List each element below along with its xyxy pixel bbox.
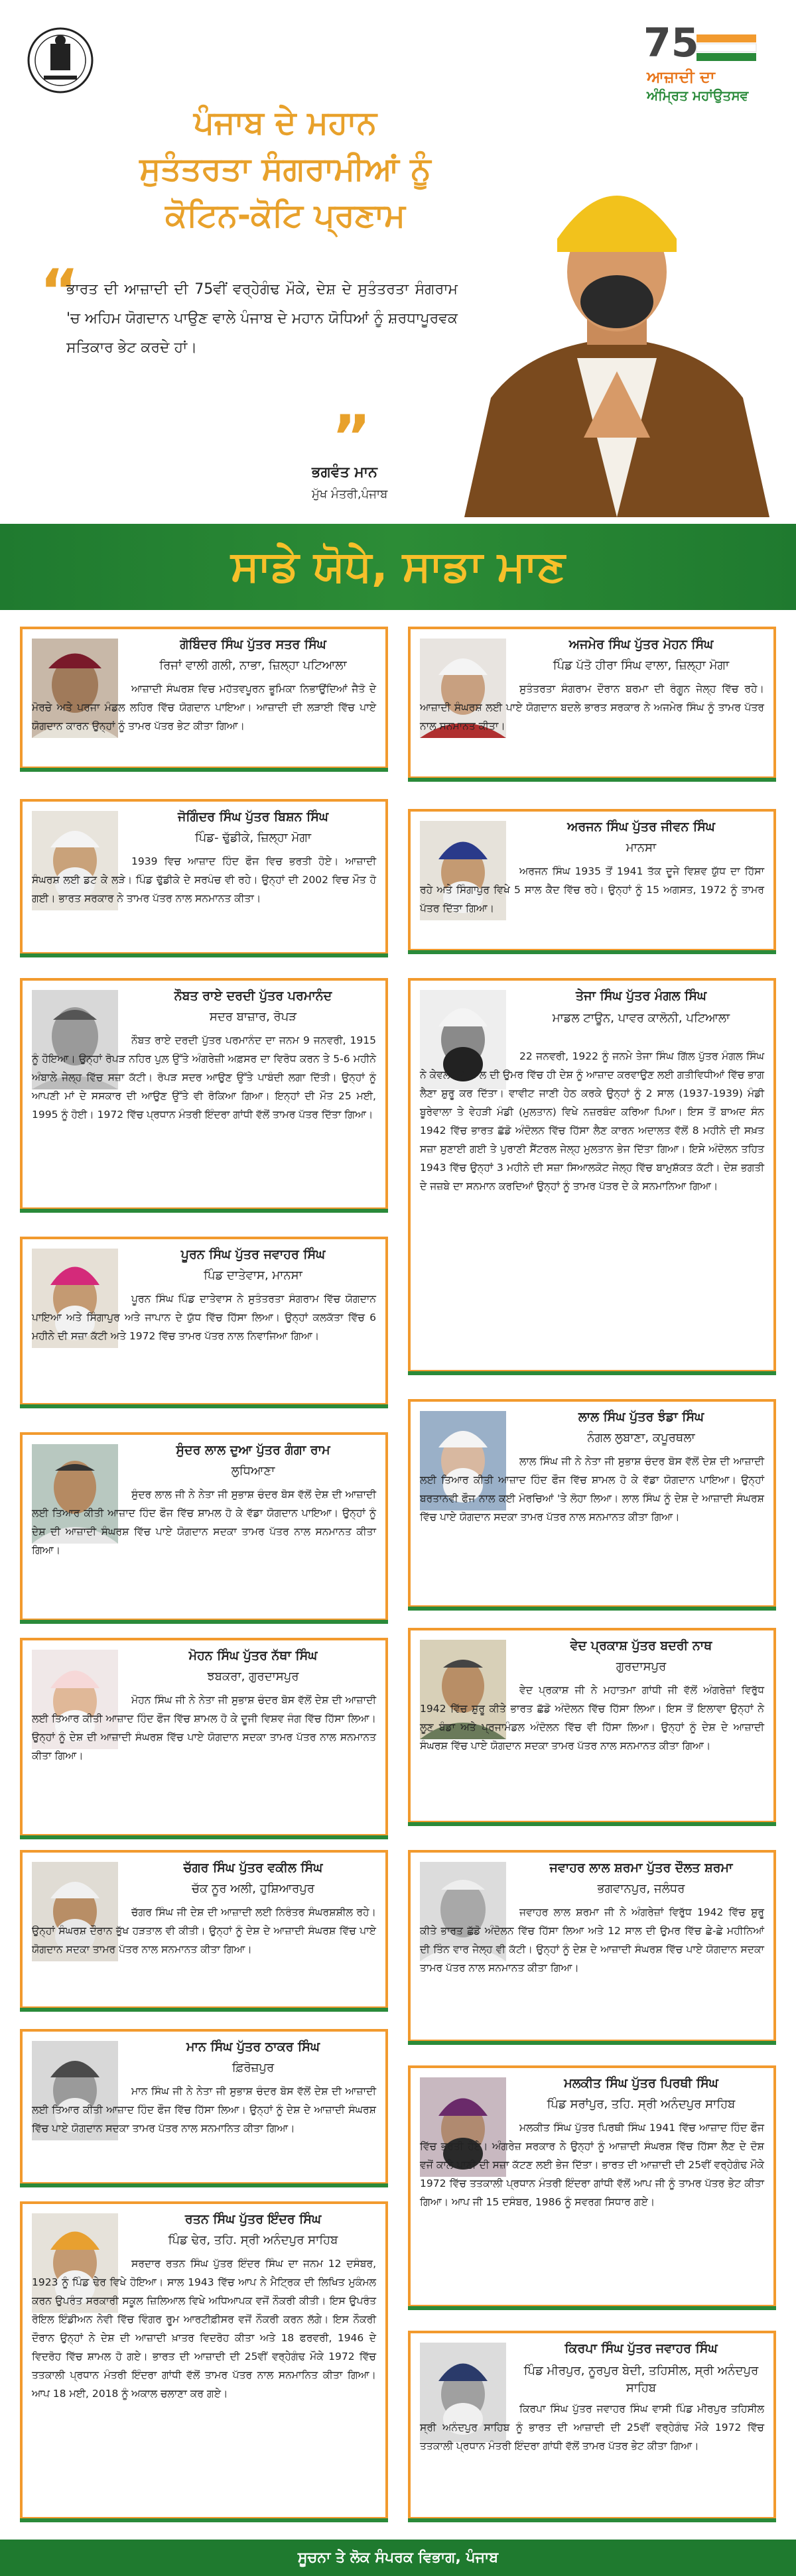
fighter-name: ਚੱਗਰ ਸਿੰਘ ਪੁੱਤਰ ਵਕੀਲ ਸਿੰਘ bbox=[183, 1861, 323, 1875]
fighter-bio: ਸੁੰਦਰ ਲਾਲ ਜੀ ਨੇ ਨੇਤਾ ਜੀ ਸੁਭਾਸ਼ ਚੰਦਰ ਬੋਸ ਵੱਲੋਂ ਦੇਸ਼ ਦੀ ਆਜ਼ਾਦੀ ਲਈ ਤਿਆਰ ਕੀਤੀ ਆਜ਼ਾਦ ਹਿੰਦ ਫੌਜ ਵਿੱਚ ਸ਼ਾਮਲ ਹੋ ਕੇ ਵੱਡਾ ਯੋਗਦਾਨ ਪਾਇਆ। ਉਨ੍ਹਾਂ ਨੂੰ ਦੇਸ਼ ਦੀ ਆਜ਼ਾਦੀ ਸੰਘਰਸ਼ ਵਿੱਚ ਪਾਏ ਯੋਗਦਾਨ ਸਦਕਾ ਤਾਮਰ ਪੱਤਰ ਨਾਲ ਸਨਮਾਨਤ ਕੀਤਾ ਗਿਆ। bbox=[32, 1489, 376, 1556]
fighter-bio: ਸਰਦਾਰ ਰਤਨ ਸਿੰਘ ਪੁੱਤਰ ਇੰਦਰ ਸਿੰਘ ਦਾ ਜਨਮ 12 ਦਸੰਬਰ, 1923 ਨੂੰ ਪਿੰਡ ਢੇਰ ਵਿਖੇ ਹੋਇਆ। ਸਾਲ 1943 ਵਿੱਚ ਆਪ ਨੇ ਮੈਟ੍ਰਿਕ ਦੀ ਲਿਖਿਤ ਮੁਕੰਮਲ ਕਰਨ ਉਪਰੰਤ ਸਰਕਾਰੀ ਸਕੂਲ ਜ਼ਿਲਿਆਲ ਵਿਖੇ ਅਧਿਆਪਕ ਵਜੋਂ ਨੌਕਰੀ ਕੀਤੀ। ਇਸ ਉਪਰੰਤ ਰੋਇਲ ਇੰਡੀਅਨ ਨੇਵੀ ਵਿੱਚ ਵਿੰਗਰ ਰੂਮ ਆਰਟੀਫ਼ੀਸਰ ਵਜੋਂ ਨੌਕਰੀ ਕਰਨ ਲੱਗੇ। ਇਸ ਨੌਕਰੀ ਦੌਰਾਨ ਉਨ੍ਹਾਂ ਨੇ ਦੇਸ਼ ਦੀ ਆਜ਼ਾਦੀ ਖ਼ਾਤਰ ਵਿਦਰੋਹ ਕੀਤਾ ਅਤੇ 18 ਫਰਵਰੀ, 1946 ਦੇ ਵਿਦਰੋਹ ਵਿੱਚ ਸ਼ਾਮਲ ਹੋ ਗਏ। ਭਾਰਤ ਦੀ ਆਜ਼ਾਦੀ ਦੀ 25ਵੀਂ ਵਰ੍ਹੇਗੰਢ ਮੌਕੇ 1972 ਵਿੱਚ ਤਤਕਾਲੀ ਪ੍ਰਧਾਨ ਮੰਤਰੀ ਇੰਦਰਾ ਗਾਂਧੀ ਵੱਲੋਂ ਤਾਮਰ ਪੱਤਰ ਨਾਲ ਸਨਮਾਨਿਤ ਕੀਤਾ ਗਿਆ। ਆਪ 18 ਮਈ, 2018 ਨੂੰ ਅਕਾਲ ਚਲਾਣਾ ਕਰ ਗਏ। bbox=[32, 2258, 376, 2400]
fighter-bio: 22 ਜਨਵਰੀ, 1922 ਨੂੰ ਜਨਮੇ ਤੇਜਾ ਸਿੰਘ ਗਿੱਲ ਪੁੱਤਰ ਮੰਗਲ ਸਿੰਘ ਨੇ ਕੇਵਲ 14 ਸਾਲ ਦੀ ਉਮਰ ਵਿੱਚ ਹੀ ਦੇਸ਼ ਨੂੰ ਆਜ਼ਾਦ ਕਰਵਾਉਣ ਲਈ ਗਤੀਵਿਧੀਆਂ ਵਿੱਚ ਭਾਗ ਲੈਣਾ ਸ਼ੁਰੂ ਕਰ ਦਿੱਤਾ। ਵਾਵੀਟ ਜਾਣੀ ਹੇਠ ਕਰਕੇ ਉਨ੍ਹਾਂ ਨੂੰ 2 ਸਾਲ (1937-1939) ਮੰਡੀ ਬੂਰੇਵਾਲਾ ਤੇ ਵੇਹੜੀ ਮੰਡੀ (ਮੁਲਤਾਨ) ਵਿਖੇ ਨਜ਼ਰਬੰਦ ਕਰਿਆ ਪਿਆ। ਇਸ ਤੋਂ ਬਾਅਦ ਸੰਨ 1942 ਵਿੱਚ ਭਾਰਤ ਛੱਡੋ ਅੰਦੋਲਨ ਵਿੱਚ ਹਿੱਸਾ ਲੈਣ ਕਾਰਨ ਅਦਾਲਤ ਵੱਲੋਂ 8 ਮਹੀਨੇ ਦੀ ਸਖ਼ਤ ਸਜ਼ਾ ਸੁਣਾਈ ਗਈ ਤੇ ਪੁਰਾਣੀ ਸੈਂਟਰਲ ਜੇਲ੍ਹ ਮੁਲਤਾਨ ਭੇਜ ਦਿੱਤਾ ਗਿਆ। ਇਸੇ ਅੰਦੋਲਨ ਤਹਿਤ 1943 ਵਿੱਚ ਉਨ੍ਹਾਂ 3 ਮਹੀਨੇ ਦੀ ਸਜ਼ਾ ਸਿਆਲਕੋਟ ਜੇਲ੍ਹ ਵਿੱਚ ਬਾਮੁਸ਼ੱਕਤ ਕੱਟੀ। ਦੇਸ਼ ਭਗਤੀ ਦੇ ਜਜ਼ਬੇ ਦਾ ਸਨਮਾਨ ਕਰਦਿਆਂ ਉਨ੍ਹਾਂ ਨੂੰ ਤਾਮਰ ਪੱਤਰ ਦੇ ਕੇ ਸਨਮਾਨਿਆ ਗਿਆ। bbox=[420, 1050, 764, 1192]
page-title bbox=[80, 99, 491, 239]
title-line-1: ਪੰਜਾਬ ਦੇ ਮਹਾਨ bbox=[194, 104, 377, 141]
fighter-place: ਫ਼ਿਰੋਜ਼ਪੁਰ bbox=[232, 2061, 275, 2075]
fighter-bio: ਮੋਹਨ ਸਿੰਘ ਜੀ ਨੇ ਨੇਤਾ ਜੀ ਸੁਭਾਸ਼ ਚੰਦਰ ਬੋਸ ਵੱਲੋਂ ਦੇਸ਼ ਦੀ ਆਜ਼ਾਦੀ ਲਈ ਤਿਆਰ ਕੀਤੀ ਆਜ਼ਾਦ ਹਿੰਦ ਫੌਜ ਵਿੱਚ ਸ਼ਾਮਲ ਹੋ ਕੇ ਦੂਜੀ ਵਿਸ਼ਵ ਜੰਗ ਵਿੱਚ ਹਿੱਸਾ ਲਿਆ। ਉਨ੍ਹਾਂ ਨੂੰ ਦੇਸ਼ ਦੀ ਆਜ਼ਾਦੀ ਸੰਘਰਸ਼ ਵਿੱਚ ਪਾਏ ਯੋਗਦਾਨ ਸਦਕਾ ਤਾਮਰ ਪੱਤਰ ਨਾਲ ਸਨਮਾਨਤ ਕੀਤਾ ਗਿਆ। bbox=[32, 1694, 376, 1762]
fighter-name: ਸੁੰਦਰ ਲਾਲ ਦੁਆ ਪੁੱਤਰ ਗੰਗਾ ਰਾਮ bbox=[176, 1443, 330, 1457]
fighter-place: ਪਿੰਡ ਸਰਾਂਪੁਰ, ਤਹਿ. ਸ੍ਰੀ ਅਨੰਦਪੁਰ ਸਾਹਿਬ bbox=[547, 2097, 736, 2111]
fighter-place: ਪਿੰਡ ਦਾਤੇਵਾਸ, ਮਾਨਸਾ bbox=[204, 1268, 302, 1282]
freedom-fighter-card bbox=[408, 2331, 776, 2520]
freedom-fighter-card bbox=[20, 1850, 388, 2009]
fighter-bio: ਸੁਤੰਤਰਤਾ ਸੰਗਰਾਮ ਦੌਰਾਨ ਬਰਮਾ ਦੀ ਰੰਗੂਨ ਜੇਲ੍ਹ ਵਿੱਚ ਰਹੇ। ਆਜ਼ਾਦੀ ਸੰਘਰਸ਼ ਲਈ ਪਾਏ ਯੋਗਦਾਨ ਬਦਲੇ ਭਾਰਤ ਸਰਕਾਰ ਨੇ ਅਜਮੇਰ ਸਿੰਘ ਨੂੰ ਤਾਮਰ ਪੱਤਰ ਨਾਲ ਸਨਮਾਨਤ ਕੀਤਾ। bbox=[420, 683, 764, 732]
freedom-fighter-card bbox=[408, 1850, 776, 2042]
freedom-fighter-card bbox=[20, 799, 388, 955]
fighter-place: ਪਿੰਡ- ਢੁੱਡੀਕੇ, ਜ਼ਿਲ੍ਹਾ ਮੋਗਾ bbox=[194, 831, 312, 845]
freedom-fighter-card bbox=[20, 2029, 388, 2185]
signature-name: ਭਗਵੰਤ ਮਾਨ bbox=[312, 464, 377, 481]
fighter-place: ਗੁਰਦਾਸਪੁਰ bbox=[616, 1660, 667, 1674]
fighter-place: ਲੁਧਿਆਣਾ bbox=[231, 1464, 275, 1478]
fighter-name: ਮਲਕੀਤ ਸਿੰਘ ਪੁੱਤਰ ਪਿਰਥੀ ਸਿੰਘ bbox=[564, 2076, 718, 2091]
fighter-name: ਨੌਬਤ ਰਾਏ ਦਰਦੀ ਪੁੱਤਰ ਪਰਮਾਨੰਦ bbox=[174, 989, 332, 1003]
fighter-bio: ਵੇਦ ਪ੍ਰਕਾਸ਼ ਜੀ ਨੇ ਮਹਾਤਮਾ ਗਾਂਧੀ ਜੀ ਵੱਲੋਂ ਅੰਗਰੇਜ਼ਾਂ ਵਿਰੁੱਧ 1942 ਵਿੱਚ ਸ਼ੁਰੂ ਕੀਤੇ ਭਾਰਤ ਛੱਡੋ ਅੰਦੋਲਨ ਵਿੱਚ ਹਿੱਸਾ ਲਿਆ। ਇਸ ਤੋਂ ਇਲਾਵਾ ਉਨ੍ਹਾਂ ਨੇ ਲੂਣ ਬੰਡਾ ਅਤੇ ਪ੍ਰਜਾਮੰਡਲ ਅੰਦੋਲਨ ਵਿੱਚ ਵੀ ਹਿੱਸਾ ਲਿਆ। ਉਨ੍ਹਾਂ ਨੂੰ ਦੇਸ਼ ਦੇ ਆਜ਼ਾਦੀ ਸੰਘਰਸ਼ ਵਿੱਚ ਪਾਏ ਯੋਗਦਾਨ ਸਦਕਾ ਤਾਮਰ ਪੱਤਰ ਨਾਲ ਸਨਮਾਨਤ ਕੀਤਾ ਗਿਆ। bbox=[420, 1684, 764, 1752]
fighter-name: ਤੇਜਾ ਸਿੰਘ ਪੁੱਤਰ ਮੰਗਲ ਸਿੰਘ bbox=[575, 989, 707, 1003]
fighter-name: ਪੂਰਨ ਸਿੰਘ ਪੁੱਤਰ ਜਵਾਹਰ ਸਿੰਘ bbox=[180, 1247, 326, 1262]
logo-number: 75 bbox=[643, 20, 699, 66]
title-line-2: ਸੁਤੰਤਰਤਾ ਸੰਗਰਾਮੀਆਂ ਨੂੰ bbox=[139, 151, 431, 188]
freedom-fighter-card bbox=[408, 809, 776, 951]
fighter-name: ਜੋਗਿੰਦਰ ਸਿੰਘ ਪੁੱਤਰ ਬਿਸ਼ਨ ਸਿੰਘ bbox=[177, 810, 329, 824]
freedom-fighter-card bbox=[408, 627, 776, 779]
fighter-name: ਗੋਬਿੰਦਰ ਸਿੰਘ ਪੁੱਤਰ ਸਤਰ ਸਿੰਘ bbox=[180, 637, 326, 652]
fighter-name: ਮੋਹਨ ਸਿੰਘ ਪੁੱਤਰ ਨੱਥਾ ਸਿੰਘ bbox=[188, 1648, 318, 1663]
fighter-bio: ਨੌਬਤ ਰਾਏ ਦਰਦੀ ਪੁੱਤਰ ਪਰਮਾਨੰਦ ਦਾ ਜਨਮ 9 ਜਨਵਰੀ, 1915 ਨੂੰ ਹੋਇਆ। ਉਨ੍ਹਾਂ ਰੋਪੜ ਨਹਿਰ ਪੁਲ਼ ਉੱਤੇ ਅੰਗਰੇਜ਼ੀ ਅਫ਼ਸਰ ਦਾ ਵਿਰੋਧ ਕਰਨ ਤੇ 5-6 ਮਹੀਨੇ ਅੰਬਾਲੇ ਜੇਲ੍ਹ ਵਿੱਚ ਸਜ਼ਾ ਕੱਟੀ। ਰੋਪੜ ਸਦਰ ਆਉਣ ਉੱਤੇ ਪਾਬੰਦੀ ਲਗਾ ਦਿੱਤੀ। ਉਨ੍ਹਾਂ ਨੂੰ ਆਪਣੀ ਮਾਂ ਦੇ ਸਸਕਾਰ ਦੀ ਆਉਣ ਉੱਤੇ ਵੀ ਰੋਕਿਆ ਗਿਆ। ਇਨ੍ਹਾਂ ਦੀ ਮੌਤ 25 ਮਈ, 1995 ਨੂੰ ਹੋਈ। 1972 ਵਿੱਚ ਪ੍ਰਧਾਨ ਮੰਤਰੀ ਇੰਦਰਾ ਗਾਂਧੀ ਵੱਲੋਂ ਤਾਮਰ ਪੱਤਰ ਦਿੱਤਾ ਗਿਆ। bbox=[32, 1034, 376, 1121]
freedom-fighter-card bbox=[20, 1638, 388, 1837]
fighter-name: ਵੇਦ ਪ੍ਰਕਾਸ਼ ਪੁੱਤਰ ਬਦਰੀ ਨਾਥ bbox=[570, 1638, 712, 1653]
banner-heading: ਸਾਡੇ ਯੋਧੇ, ਸਾਡਾ ਮਾਣ bbox=[231, 542, 565, 591]
freedom-fighter-card bbox=[20, 2201, 388, 2520]
fighter-bio: ਮਲਕੀਤ ਸਿੰਘ ਪੁੱਤਰ ਪਿਰਥੀ ਸਿੰਘ 1941 ਵਿੱਚ ਆਜ਼ਾਦ ਹਿੰਦ ਫੌਜ ਵਿੱਚ ਭਰਤੀ ਹੋਏ। ਅੰਗਰੇਜ਼ ਸਰਕਾਰ ਨੇ ਉਨ੍ਹਾਂ ਨੂੰ ਆਜ਼ਾਦੀ ਸੰਘਰਸ਼ ਵਿੱਚ ਹਿੱਸਾ ਲੈਣ ਦੇ ਦੋਸ਼ ਵਜੋਂ ਕਾਲੇ ਪਾਣੀ ਦੀ ਸਜ਼ਾ ਕੱਟਣ ਲਈ ਭੇਜ ਦਿੱਤਾ। ਭਾਰਤ ਦੀ ਆਜ਼ਾਦੀ ਦੀ 25ਵੀਂ ਵਰ੍ਹੇਗੰਢ ਮੌਕੇ 1972 ਵਿੱਚ ਤਤਕਾਲੀ ਪ੍ਰਧਾਨ ਮੰਤਰੀ ਇੰਦਰਾ ਗਾਂਧੀ ਵੱਲੋਂ ਆਪ ਜੀ ਨੂੰ ਤਾਮਰ ਪੱਤਰ ਭੇਟ ਕੀਤਾ ਗਿਆ। ਆਪ ਜੀ 15 ਦਸੰਬਰ, 1986 ਨੂੰ ਸਵਰਗ ਸਿਧਾਰ ਗਏ। bbox=[420, 2122, 764, 2208]
quote-open-icon: “ bbox=[40, 257, 80, 326]
logo-line-1: ਆਜ਼ਾਦੀ ਦਾ bbox=[647, 68, 715, 86]
freedom-fighter-card bbox=[408, 2065, 776, 2307]
fighter-bio: ਲਾਲ ਸਿੰਘ ਜੀ ਨੇ ਨੇਤਾ ਜੀ ਸੁਭਾਸ਼ ਚੰਦਰ ਬੋਸ ਵੱਲੋਂ ਦੇਸ਼ ਦੀ ਆਜ਼ਾਦੀ ਲਈ ਤਿਆਰ ਕੀਤੀ ਆਜ਼ਾਦ ਹਿੰਦ ਫੌਜ ਵਿੱਚ ਸ਼ਾਮਲ ਹੋ ਕੇ ਵੱਡਾ ਯੋਗਦਾਨ ਪਾਇਆ। ਉਨ੍ਹਾਂ ਬਰਤਾਨਵੀ ਫੌਜ ਨਾਲ ਕਈ ਮੋਰਚਿਆਂ 'ਤੇ ਲੋਹਾ ਲਿਆ। ਲਾਲ ਸਿੰਘ ਨੂੰ ਦੇਸ਼ ਦੇ ਆਜ਼ਾਦੀ ਸੰਘਰਸ਼ ਵਿੱਚ ਪਾਏ ਯੋਗਦਾਨ ਸਦਕਾ ਤਾਮਰ ਪੱਤਰ ਨਾਲ ਸਨਮਾਨਤ ਕੀਤਾ ਗਿਆ। bbox=[420, 1455, 764, 1523]
fighter-bio: ਆਜ਼ਾਦੀ ਸੰਘਰਸ਼ ਵਿਚ ਮਹੱਤਵਪੂਰਨ ਭੂਮਿਕਾ ਨਿਭਾਉਂਦਿਆਂ ਜੈਤੋ ਦੇ ਮੋਰਚੇ ਅਤੇ ਪਰਜਾ ਮੰਡਲ ਲਹਿਰ ਵਿੱਚ ਯੋਗਦਾਨ ਪਾਇਆ। ਆਜ਼ਾਦੀ ਦੀ ਲੜਾਈ ਵਿੱਚ ਪਾਏ ਯੋਗਦਾਨ ਕਾਰਨ ਉਨ੍ਹਾਂ ਨੂੰ ਤਾਮਰ ਪੱਤਰ ਭੇਟ ਕੀਤਾ ਗਿਆ। bbox=[32, 683, 376, 732]
fighter-bio: ਮਾਨ ਸਿੰਘ ਜੀ ਨੇ ਨੇਤਾ ਜੀ ਸੁਭਾਸ਼ ਚੰਦਰ ਬੋਸ ਵੱਲੋਂ ਦੇਸ਼ ਦੀ ਆਜ਼ਾਦੀ ਲਈ ਤਿਆਰ ਕੀਤੀ ਆਜ਼ਾਦ ਹਿੰਦ ਫੌਜ ਵਿੱਚ ਹਿੱਸਾ ਲਿਆ। ਉਨ੍ਹਾਂ ਨੂੰ ਦੇਸ਼ ਦੇ ਆਜ਼ਾਦੀ ਸੰਘਰਸ਼ ਵਿੱਚ ਪਾਏ ਯੋਗਦਾਨ ਸਦਕਾ ਤਾਮਰ ਪੱਤਰ ਨਾਲ ਸਨਮਾਨਿਤ ਕੀਤਾ ਗਿਆ। bbox=[32, 2085, 376, 2134]
title-line-3: ਕੋਟਿਨ-ਕੋਟਿ ਪ੍ਰਣਾਮ bbox=[165, 197, 405, 234]
freedom-fighter-card bbox=[20, 627, 388, 769]
freedom-fighter-card bbox=[20, 978, 388, 1210]
freedom-fighter-card bbox=[20, 1237, 388, 1406]
fighter-name: ਲਾਲ ਸਿੰਘ ਪੁੱਤਰ ਝੰਡਾ ਸਿੰਘ bbox=[578, 1410, 704, 1424]
signature-title: ਮੁੱਖ ਮੰਤਰੀ,ਪੰਜਾਬ bbox=[312, 487, 388, 501]
quote-close-icon: ” bbox=[332, 402, 371, 472]
azadi-amrit-mahotsav-logo bbox=[633, 20, 769, 106]
punjab-emblem-icon bbox=[24, 24, 97, 103]
fighter-bio: 1939 ਵਿਚ ਆਜ਼ਾਦ ਹਿੰਦ ਫੌਜ ਵਿਚ ਭਰਤੀ ਹੋਏ। ਆਜ਼ਾਦੀ ਸੰਘਰਸ਼ ਲਈ ਡਟ ਕੇ ਲੜੇ। ਪਿੰਡ ਢੁੱਡੀਕੇ ਦੇ ਸਰਪੰਚ ਵੀ ਰਹੇ। ਉਨ੍ਹਾਂ ਦੀ 2002 ਵਿਚ ਮੌਤ ਹੋ ਗਈ। ਭਾਰਤ ਸਰਕਾਰ ਨੇ ਤਾਮਰ ਪੱਤਰ ਨਾਲ ਸਨਮਾਨਤ ਕੀਤਾ। bbox=[32, 855, 376, 904]
fighter-place: ਝਬਕਰਾ, ਗੁਰਦਾਸਪੁਰ bbox=[207, 1670, 299, 1684]
fighter-bio: ਕਿਰਪਾ ਸਿੰਘ ਪੁੱਤਰ ਜਵਾਹਰ ਸਿੰਘ ਵਾਸੀ ਪਿੰਡ ਮੀਰਪੁਰ ਤਹਿਸੀਲ ਸ੍ਰੀ ਅਨੰਦਪੁਰ ਸਾਹਿਬ ਨੂੰ ਭਾਰਤ ਦੀ ਆਜ਼ਾਦੀ ਦੀ 25ਵੀਂ ਵਰ੍ਹੇਗੰਢ ਮੌਕੇ 1972 ਵਿੱਚ ਤਤਕਾਲੀ ਪ੍ਰਧਾਨ ਮੰਤਰੀ ਇੰਦਰਾ ਗਾਂਧੀ ਵੱਲੋਂ ਤਾਮਰ ਪੱਤਰ ਭੇਟ ਕੀਤਾ ਗਿਆ। bbox=[420, 2403, 764, 2452]
freedom-fighter-card bbox=[408, 978, 776, 1373]
fighter-place: ਸਦਰ ਬਾਜ਼ਾਰ, ਰੋਪੜ bbox=[209, 1010, 297, 1024]
fighter-bio: ਜਵਾਹਰ ਲਾਲ ਸ਼ਰਮਾ ਜੀ ਨੇ ਅੰਗਰੇਜ਼ਾਂ ਵਿਰੁੱਧ 1942 ਵਿੱਚ ਸ਼ੁਰੂ ਕੀਤੇ ਭਾਰਤ ਛੱਡੋ ਅੰਦੋਲਨ ਵਿੱਚ ਹਿੱਸਾ ਲਿਆ ਅਤੇ 12 ਸਾਲ ਦੀ ਉਮਰ ਵਿੱਚ ਛੇ-ਛੇ ਮਹੀਨਿਆਂ ਦੀ ਤਿੰਨ ਵਾਰ ਜੇਲ੍ਹ ਵੀ ਕੱਟੀ। ਉਨ੍ਹਾਂ ਨੂੰ ਦੇਸ਼ ਦੇ ਆਜ਼ਾਦੀ ਸੰਘਰਸ਼ ਵਿੱਚ ਪਾਏ ਯੋਗਦਾਨ ਸਦਕਾ ਤਾਮਰ ਪੱਤਰ ਨਾਲ ਸਨਮਾਨਤ ਕੀਤਾ ਗਿਆ। bbox=[420, 1906, 764, 1974]
fighter-place: ਚੱਕ ਨੂਰ ਅਲੀ, ਹੁਸ਼ਿਆਰਪੁਰ bbox=[191, 1882, 315, 1896]
fighter-place: ਪਿੰਡ ਮੀਰਪੁਰ, ਨੂਰਪੁਰ ਬੇਦੀ, ਤਹਿਸੀਲ, ਸ੍ਰੀ ਅਨੰਦਪੁਰ ਸਾਹਿਬ bbox=[523, 2364, 759, 2395]
fighter-name: ਮਾਨ ਸਿੰਘ ਪੁੱਤਰ ਠਾਕਰ ਸਿੰਘ bbox=[186, 2040, 320, 2054]
freedom-fighter-card bbox=[408, 1399, 776, 1608]
fighter-place: ਭਗਵਾਨਪੁਰ, ਜਲੰਧਰ bbox=[597, 1882, 685, 1896]
fighter-place: ਰਿਜਾਂ ਵਾਲੀ ਗਲੀ, ਨਾਭਾ, ਜ਼ਿਲ੍ਹਾ ਪਟਿਆਲਾ bbox=[159, 658, 347, 672]
fighter-name: ਕਿਰਪਾ ਸਿੰਘ ਪੁੱਤਰ ਜਵਾਹਰ ਸਿੰਘ bbox=[564, 2341, 718, 2356]
fighter-name: ਅਰਜਨ ਸਿੰਘ ਪੁੱਤਰ ਜੀਵਨ ਸਿੰਘ bbox=[567, 820, 715, 834]
freedom-fighter-card bbox=[408, 1628, 776, 1823]
fighter-name: ਰਤਨ ਸਿੰਘ ਪੁੱਤਰ ਇੰਦਰ ਸਿੰਘ bbox=[184, 2212, 322, 2227]
fighter-place: ਪਿੰਡ ਪੱਤੋ ਹੀਰਾ ਸਿੰਘ ਵਾਲਾ, ਜ਼ਿਲ੍ਹਾ ਮੋਗਾ bbox=[553, 658, 730, 672]
freedom-fighter-card bbox=[20, 1432, 388, 1621]
fighter-place: ਮਾਡਲ ਟਾਊਨ, ਪਾਵਰ ਕਾਲੋਨੀ, ਪਟਿਆਲਾ bbox=[552, 1011, 730, 1025]
fighter-bio: ਚੱਗਰ ਸਿੰਘ ਜੀ ਦੇਸ਼ ਦੀ ਆਜ਼ਾਦੀ ਲਈ ਨਿਰੰਤਰ ਸੰਘਰਸ਼ਸ਼ੀਲ ਰਹੇ। ਉਨ੍ਹਾਂ ਸੰਘਰਸ਼ ਦੌਰਾਨ ਭੁੱਖ ਹੜਤਾਲ ਵੀ ਕੀਤੀ। ਉਨ੍ਹਾਂ ਨੂੰ ਦੇਸ਼ ਦੇ ਆਜ਼ਾਦੀ ਸੰਘਰਸ਼ ਵਿੱਚ ਪਾਏ ਯੋਗਦਾਨ ਸਦਕਾ ਤਾਮਰ ਪੱਤਰ ਨਾਲ ਸਨਮਾਨਤ ਕੀਤਾ ਗਿਆ। bbox=[32, 1906, 376, 1955]
fighter-name: ਅਜਮੇਰ ਸਿੰਘ ਪੁੱਤਰ ਮੋਹਨ ਸਿੰਘ bbox=[568, 637, 714, 652]
fighter-bio: ਪੂਰਨ ਸਿੰਘ ਪਿੰਡ ਦਾਤੇਵਾਸ ਨੇ ਸੁਤੰਤਰਤਾ ਸੰਗਰਾਮ ਵਿੱਚ ਯੋਗਦਾਨ ਪਾਇਆ ਅਤੇ ਸਿੰਗਾਪੁਰ ਅਤੇ ਜਾਪਾਨ ਦੇ ਯੁੱਧ ਵਿੱਚ ਹਿੱਸਾ ਲਿਆ। ਉਨ੍ਹਾਂ ਕਲਕੱਤਾ ਵਿੱਚ 6 ਮਹੀਨੇ ਦੀ ਸਜ਼ਾ ਕੱਟੀ ਅਤੇ 1972 ਵਿੱਚ ਤਾਮਰ ਪੱਤਰ ਨਾਲ ਨਿਵਾਜਿਆ ਗਿਆ। bbox=[32, 1293, 376, 1342]
footer-department: ਸੂਚਨਾ ਤੇ ਲੋਕ ਸੰਪਰਕ ਵਿਭਾਗ, ਪੰਜਾਬ bbox=[0, 2540, 796, 2576]
fighter-bio: ਅਰਜਨ ਸਿੰਘ 1935 ਤੋਂ 1941 ਤੱਕ ਦੂਜੇ ਵਿਸ਼ਵ ਯੁੱਧ ਦਾ ਹਿੱਸਾ ਰਹੇ ਅਤੇ ਸਿੰਗਾਪੁਰ ਵਿਖੇ 5 ਸਾਲ ਕੈਦ ਵਿੱਚ ਰਹੇ। ਉਨ੍ਹਾਂ ਨੂੰ 15 ਅਗਸਤ, 1972 ਨੂੰ ਤਾਮਰ ਪੱਤਰ ਦਿੱਤਾ ਗਿਆ। bbox=[420, 865, 764, 914]
fighter-place: ਪਿੰਡ ਢੇਰ, ਤਹਿ. ਸ੍ਰੀ ਅਨੰਦਪੁਰ ਸਾਹਿਬ bbox=[168, 2233, 338, 2247]
chief-minister-portrait bbox=[451, 119, 783, 517]
fighter-name: ਜਵਾਹਰ ਲਾਲ ਸ਼ਰਮਾ ਪੁੱਤਰ ਦੌਲਤ ਸ਼ਰਮਾ bbox=[549, 1861, 733, 1875]
fighter-place: ਮਾਨਸਾ bbox=[626, 841, 657, 855]
cm-quote: ਭਾਰਤ ਦੀ ਆਜ਼ਾਦੀ ਦੀ 75ਵੀਂ ਵਰ੍ਹੇਗੰਢ ਮੌਕੇ, ਦੇਸ਼ ਦੇ ਸੁਤੰਤਰਤਾ ਸੰਗਰਾਮ 'ਚ ਅਹਿਮ ਯੋਗਦਾਨ ਪਾਉਣ ਵਾਲੇ ਪੰਜਾਬ ਦੇ ਮਹਾਨ ਯੋਧਿਆਂ ਨੂੰ ਸ਼ਰਧਾਪੂਰਵਕ ਸਤਿਕਾਰ ਭੇਟ ਕਰਦੇ ਹਾਂ। bbox=[66, 281, 458, 356]
logo-line-2: ਅੰਮ੍ਰਿਤ ਮਹਾਂਉਤਸਵ bbox=[647, 88, 749, 103]
fighter-place: ਨੰਗਲ ਲੁਬਾਣਾ, ਕਪੂਰਥਲਾ bbox=[587, 1431, 695, 1445]
